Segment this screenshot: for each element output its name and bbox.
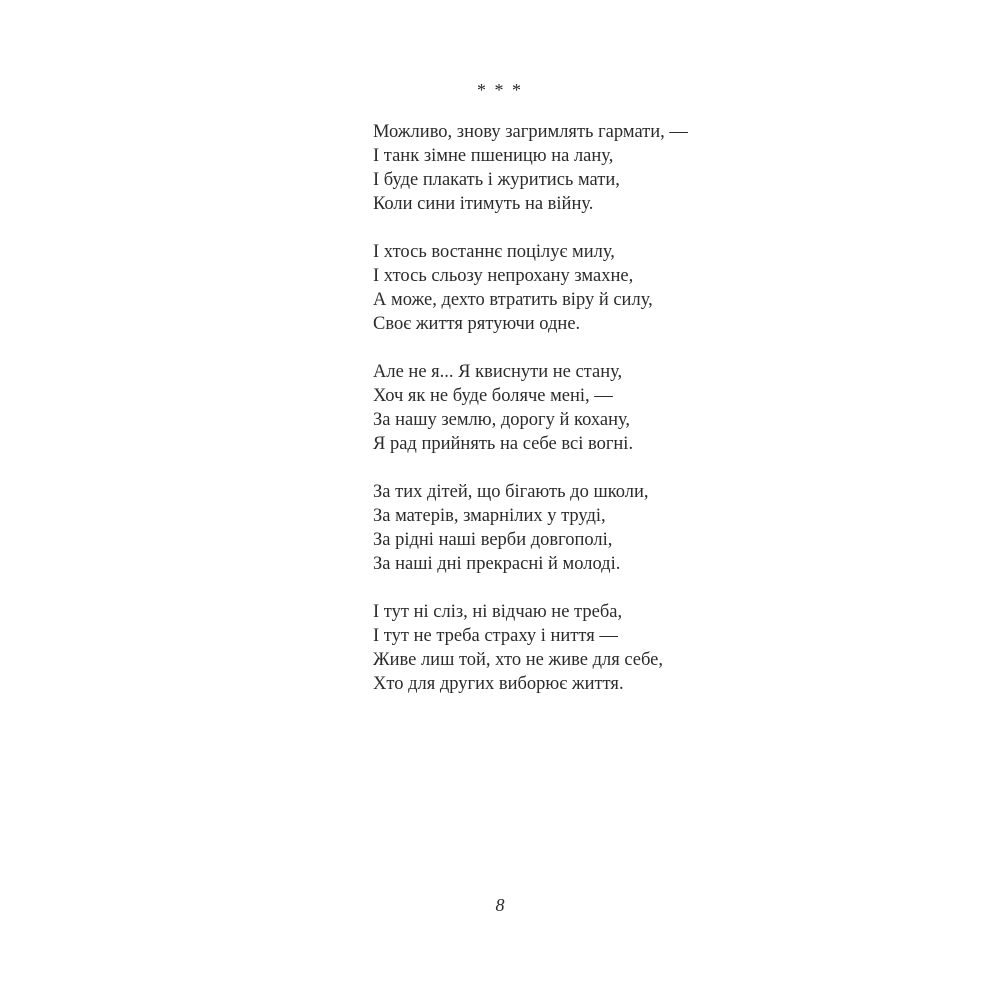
poem-line: За матерів, змарнілих у труді,	[373, 506, 606, 526]
poem-line: І тут ні сліз, ні відчаю не треба,	[373, 602, 623, 622]
stanza-4	[373, 480, 773, 576]
poem-line: І танк зімне пшеницю на лану,	[373, 146, 614, 166]
poem-line: Коли сини ітимуть на війну.	[373, 194, 594, 214]
poem-line: І тут не треба страху і ниття —	[373, 626, 618, 646]
poem-line: Хто для других виборює життя.	[373, 674, 624, 694]
stanza-2	[373, 240, 773, 336]
poem-line: Можливо, знову загримлять гармати, —	[373, 122, 688, 142]
poem-line: І хтось востаннє поцілує милу,	[373, 242, 615, 262]
stanza-1	[373, 120, 773, 216]
stanza-3	[373, 360, 773, 456]
poem-line: Своє життя рятуючи одне.	[373, 314, 581, 334]
poem-line: І буде плакать і журитись мати,	[373, 170, 620, 190]
poem-line: Але не я... Я квиснути не стану,	[373, 362, 623, 382]
poem-line: За наші дні прекрасні й молоді.	[373, 554, 621, 574]
poem-line: А може, дехто втратить віру й силу,	[373, 290, 653, 310]
poem-line: І хтось сльозу непрохану змахне,	[373, 266, 634, 286]
poem-line: Живе лиш той, хто не живе для себе,	[373, 650, 664, 670]
section-separator: * * *	[477, 80, 523, 100]
poem-line: За нашу землю, дорогу й кохану,	[373, 410, 630, 430]
poem-line: Я рад прийнять на себе всі вогні.	[373, 434, 634, 454]
poem-line: Хоч як не буде боляче мені, —	[373, 386, 613, 406]
stanza-5	[373, 600, 773, 696]
page-number: 8	[495, 895, 505, 915]
poem-line: За тих дітей, що бігають до школи,	[373, 482, 649, 502]
poem	[373, 120, 773, 720]
poem-line: За рідні наші верби довгополі,	[373, 530, 613, 550]
